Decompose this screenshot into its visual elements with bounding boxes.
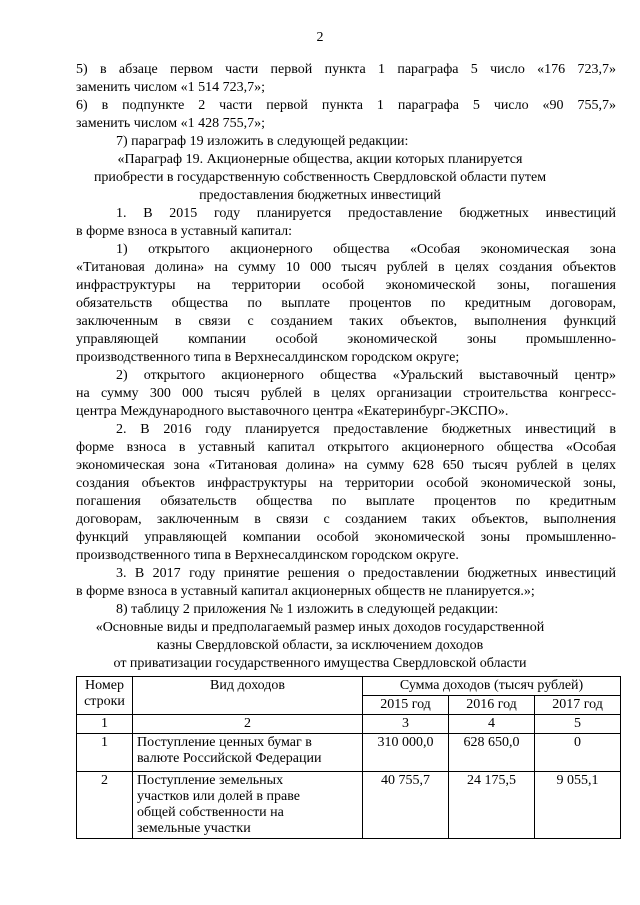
index-cell: 5	[535, 715, 621, 734]
para-5-line-2: заменить числом «1 514 723,7»;	[76, 80, 266, 95]
item-2-line-8: производственного типа в Верхнесалдинском городском округе.	[76, 548, 459, 563]
table-index-row	[77, 715, 621, 734]
row-income-type	[133, 772, 363, 839]
para-8: 8) таблицу 2 приложения № 1 изложить в следующей редакции:	[116, 602, 499, 617]
income-table	[76, 676, 621, 839]
row-income-type-line: участков или долей в праве	[137, 789, 300, 804]
item-2-line-2: форме взноса в уставный капитал открытого акционерного общества «Особая	[76, 440, 616, 455]
row-value-2015: 40 755,7	[363, 772, 449, 839]
heading-19-line-2: приобрести в государственную собственность Свердловской области путем	[93, 170, 547, 185]
row-income-type-line: Поступление земельных	[137, 773, 284, 788]
item-1-1-line-2: «Титановая долина» на сумму 10 000 тысяч рублей в целях создания объектов	[76, 260, 616, 275]
index-cell: 1	[77, 715, 133, 734]
item-1-1-line-3: инфраструктуры на территории особой экономической зоны, погашения	[76, 278, 616, 293]
item-1-2-line-1: 2) открытого акционерного общества «Уральский выставочный центр»	[116, 368, 616, 383]
item-3-line-2: в форме взноса в уставный капитал акционерных обществ не планируется.»;	[76, 584, 535, 599]
item-1-2-line-2: на сумму 300 000 тысяч рублей в целях организации строительства конгресс-	[76, 386, 616, 401]
item-1-2-line-3: центра Международного выставочного центра «Екатеринбург-ЭКСПО».	[76, 404, 509, 419]
header-year-2017: 2017 год	[535, 696, 621, 715]
row-income-type-line: земельные участки	[137, 821, 251, 836]
heading-19-line-1: «Параграф 19. Акционерные общества, акции которых планируется	[117, 152, 523, 167]
item-2-line-6: договорам, заключенным в связи с созданием таких объектов, выполнения	[76, 512, 616, 527]
item-1-1-line-5: заключенным в связи с созданием таких объектов, выполнения функций	[76, 314, 616, 329]
item-2-line-5: погашения обязательств общества по выплате процентов по кредитным	[76, 494, 616, 509]
row-value-2017: 0	[535, 734, 621, 772]
heading-19-line-3: предоставления бюджетных инвестиций	[199, 188, 441, 203]
header-row-number	[77, 677, 133, 715]
row-income-type	[133, 734, 363, 772]
para-5-line-1: 5) в абзаце первом части первой пункта 1 параграфа 5 число «176 723,7»	[76, 62, 616, 77]
row-value-2015: 310 000,0	[363, 734, 449, 772]
item-2-line-7: функций управляющей компании особой экономической зоны промышленно-	[76, 530, 616, 545]
row-number: 2	[77, 772, 133, 839]
header-year-2016: 2016 год	[449, 696, 535, 715]
index-cell: 2	[133, 715, 363, 734]
header-row-number-line-1: Номер	[85, 678, 124, 693]
row-value-2016: 24 175,5	[449, 772, 535, 839]
header-year-2015: 2015 год	[363, 696, 449, 715]
para-7: 7) параграф 19 изложить в следующей редакции:	[116, 134, 409, 149]
page-number: 2	[316, 30, 324, 45]
row-number: 1	[77, 734, 133, 772]
item-1-1-line-6: управляющей компании особой экономической зоны промышленно-	[76, 332, 616, 347]
table-row	[77, 734, 621, 772]
item-2-line-3: экономическая зона «Титановая долина» на сумму 628 650 тысяч рублей в целях	[76, 458, 616, 473]
row-income-type-line: общей собственности на	[137, 805, 284, 820]
item-2-line-4: создания объектов инфраструктуры на территории особой экономической зоны,	[76, 476, 616, 491]
item-3-line-1: 3. В 2017 году принятие решения о предоставлении бюджетных инвестиций	[116, 566, 616, 581]
para-6-line-1: 6) в подпункте 2 части первой пункта 1 параграфа 5 число «90 755,7»	[76, 98, 616, 113]
table-row	[77, 772, 621, 839]
row-income-type-line: валюте Российской Федерации	[137, 751, 322, 766]
item-1-1-line-4: обязательств общества по выплате процентов по кредитным договорам,	[76, 296, 616, 311]
table-header-row	[77, 677, 621, 696]
para-6-line-2: заменить числом «1 428 755,7»;	[76, 116, 266, 131]
table-heading-line-2: казны Свердловской области, за исключением доходов	[156, 638, 484, 653]
item-1-1-line-1: 1) открытого акционерного общества «Особая экономическая зона	[116, 242, 616, 257]
header-row-number-line-2: строки	[84, 694, 125, 709]
item-1-1-line-7: производственного типа в Верхнесалдинском городском округе;	[76, 350, 460, 365]
table-heading-line-1: «Основные виды и предполагаемый размер иных доходов государственной	[95, 620, 545, 635]
row-income-type-line: Поступление ценных бумаг в	[137, 735, 312, 750]
table-heading-line-3: от приватизации государственного имущества Свердловской области	[113, 656, 527, 671]
index-cell: 3	[363, 715, 449, 734]
item-1-line-1: 1. В 2015 году планируется предоставление бюджетных инвестиций	[116, 206, 616, 221]
row-value-2016: 628 650,0	[449, 734, 535, 772]
row-value-2017: 9 055,1	[535, 772, 621, 839]
index-cell: 4	[449, 715, 535, 734]
item-1-line-2: в форме взноса в уставный капитал:	[76, 224, 293, 239]
item-2-line-1: 2. В 2016 году планируется предоставление бюджетных инвестиций в	[116, 422, 616, 437]
header-income-sum: Сумма доходов (тысяч рублей)	[363, 677, 621, 696]
header-income-type: Вид доходов	[133, 677, 363, 715]
